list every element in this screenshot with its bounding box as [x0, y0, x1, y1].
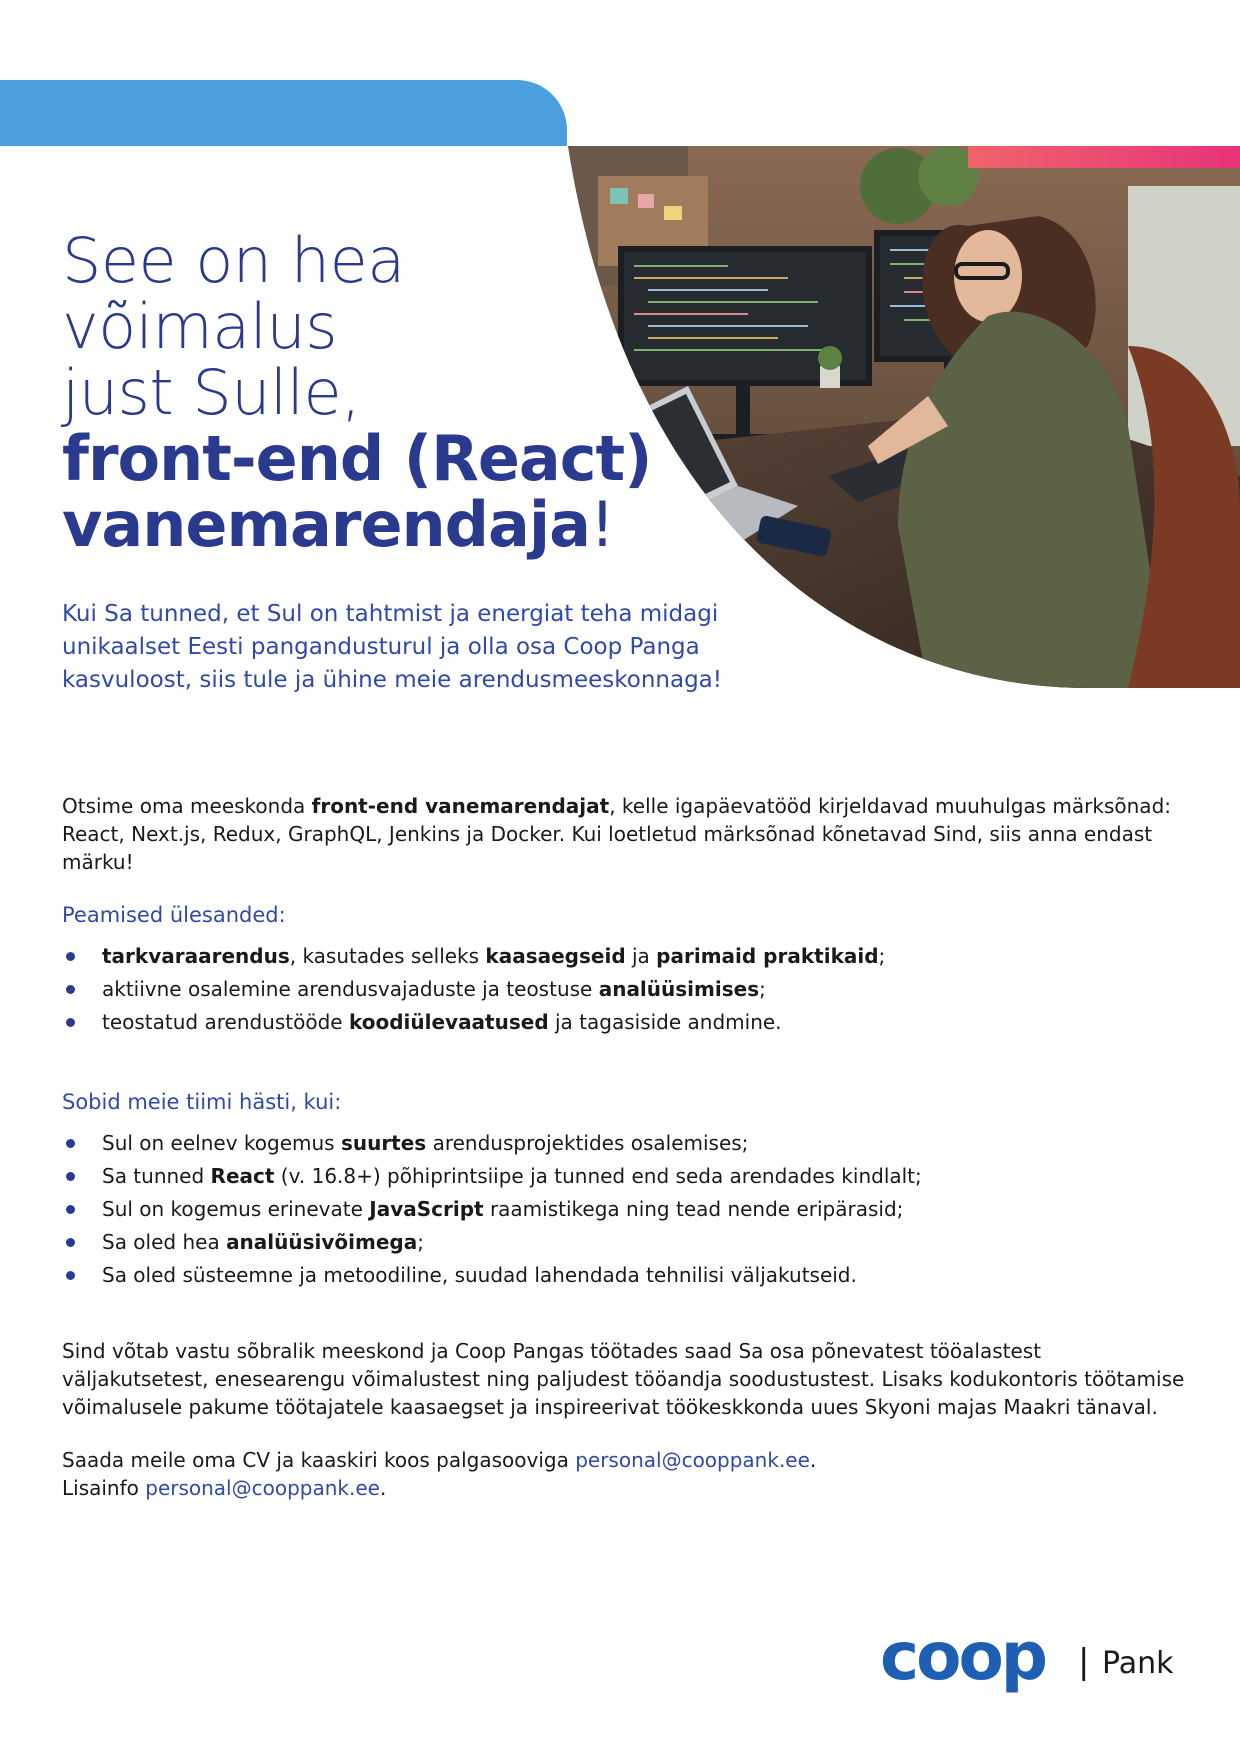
list-item [62, 1226, 1182, 1259]
list-item-bold: analüüsivõimega [226, 1230, 418, 1254]
lead-paragraph: Kui Sa tunned, et Sul on tahtmist ja energiat teha midagi unikaalset Eesti pangandusturul ja olla osa Coop Panga kasvuloost, siis tule ja ühine meie arendusmeeskonnaga! [62, 601, 722, 693]
list-item-text: Sul on kogemus erinevate [102, 1197, 370, 1221]
list-item-text: Sa oled hea [102, 1230, 227, 1254]
list-item-text: Sa oled süsteemne ja metoodiline, suudad lahendada tehnilisi väljakutseid. [102, 1263, 857, 1287]
contact-line [62, 1446, 1192, 1474]
list-item [62, 1160, 1182, 1193]
email-link[interactable]: personal@cooppank.ee [575, 1448, 810, 1472]
list-item [62, 1006, 1182, 1039]
contact-block [62, 1446, 1192, 1502]
list-item-bold: suurtes [340, 1131, 427, 1155]
list-item [62, 973, 1182, 1006]
fit-heading: Sobid meie tiimi hästi, kui: [62, 1090, 342, 1114]
intro-bold: front-end vanemarendajat [311, 794, 610, 818]
list-item-bold: parimaid praktikaid [656, 944, 879, 968]
list-item-bold: tarkvaraarendus [102, 944, 290, 968]
logo-brand: coop [880, 1623, 1046, 1693]
list-item-text: Sul on eelnev kogemus [102, 1131, 341, 1155]
contact-text: . [379, 1476, 387, 1500]
bullet-icon [66, 1018, 75, 1027]
list-item-bold: analüüsimises [598, 977, 760, 1001]
logo-separator: | [1078, 1642, 1090, 1682]
list-item-text: raamistikega ning tead nende eripärasid; [483, 1197, 904, 1221]
hero-title-line: front-end (React) [62, 422, 652, 495]
offer-paragraph: Sind võtab vastu sõbralik meeskond ja Coop Pangas töötades saad Sa osa põnevatest tööalastest väljakutsetest, enesearengu võimalustest ning paljudest tööandja soodustustest. Lisaks kodukontoris töötamise võimalusele pakume töötajatele kaasaegset ja inspireerivat töökeskkonda uues Skyoni majas Maakri tänaval. [62, 1339, 1185, 1419]
tasks-heading: Peamised ülesanded: [62, 903, 286, 927]
list-item-bold: React [210, 1164, 275, 1188]
list-item-bold: kaasaegseid [485, 944, 626, 968]
contact-text: Lisainfo [62, 1476, 146, 1500]
list-item-text: ; [878, 944, 886, 968]
coop-pank-logo [880, 1623, 1180, 1693]
logo-product: Pank [1102, 1646, 1174, 1681]
list-item-text: ; [417, 1230, 424, 1254]
bullet-icon [66, 1205, 75, 1214]
contact-line [62, 1474, 1192, 1502]
tasks-list [62, 940, 1182, 1039]
list-item-bold: koodiülevaatused [348, 1010, 549, 1034]
list-item [62, 940, 1182, 973]
list-item-text: ja [625, 944, 657, 968]
hero-title [62, 224, 652, 561]
hero-title-line: vanemarendaja [62, 488, 590, 561]
list-item-text: , kasutades selleks [289, 944, 486, 968]
bullet-icon [66, 1139, 75, 1148]
fit-list [62, 1127, 1182, 1292]
list-item-text: aktiivne osalemine arendusvajaduste ja teostuse [102, 977, 599, 1001]
contact-text: . [809, 1448, 817, 1472]
list-item-text: teostatud arendustööde [102, 1010, 349, 1034]
hero-title-line: võimalus [62, 290, 338, 363]
hero-title-line: just Sulle, [62, 356, 361, 429]
bullet-icon [66, 1271, 75, 1280]
bullet-icon [66, 1172, 75, 1181]
top-color-band [0, 80, 567, 146]
list-item-text: arendusprojektides osalemises; [426, 1131, 749, 1155]
hero-title-punct: ! [589, 488, 615, 561]
list-item-bold: JavaScript [369, 1197, 484, 1221]
list-item [62, 1259, 1182, 1292]
list-item [62, 1127, 1182, 1160]
intro-paragraph [62, 792, 1192, 876]
list-item [62, 1193, 1182, 1226]
list-item-text: (v. 16.8+) põhiprintsiipe ja tunned end seda arendades kindlalt; [274, 1164, 922, 1188]
intro-text: Otsime oma meeskonda [62, 794, 312, 818]
bullet-icon [66, 1238, 75, 1247]
list-item-text: Sa tunned [102, 1164, 211, 1188]
bullet-icon [66, 985, 75, 994]
contact-text: Saada meile oma CV ja kaaskiri koos palgasooviga [62, 1448, 576, 1472]
hero-title-line: See on hea [62, 224, 405, 297]
email-link[interactable]: personal@cooppank.ee [145, 1476, 380, 1500]
intro-text: , kelle igapäevatööd kirjeldavad muuhulgas märksõnad: React, Next.js, Redux, GraphQL, Jenkins ja Docker. Kui loetletud märksõnad kõnetavad Sind, siis anna endast märku! [62, 794, 1171, 874]
list-item-text: ; [759, 977, 766, 1001]
list-item-text: ja tagasiside andmine. [548, 1010, 782, 1034]
bullet-icon [66, 952, 75, 961]
